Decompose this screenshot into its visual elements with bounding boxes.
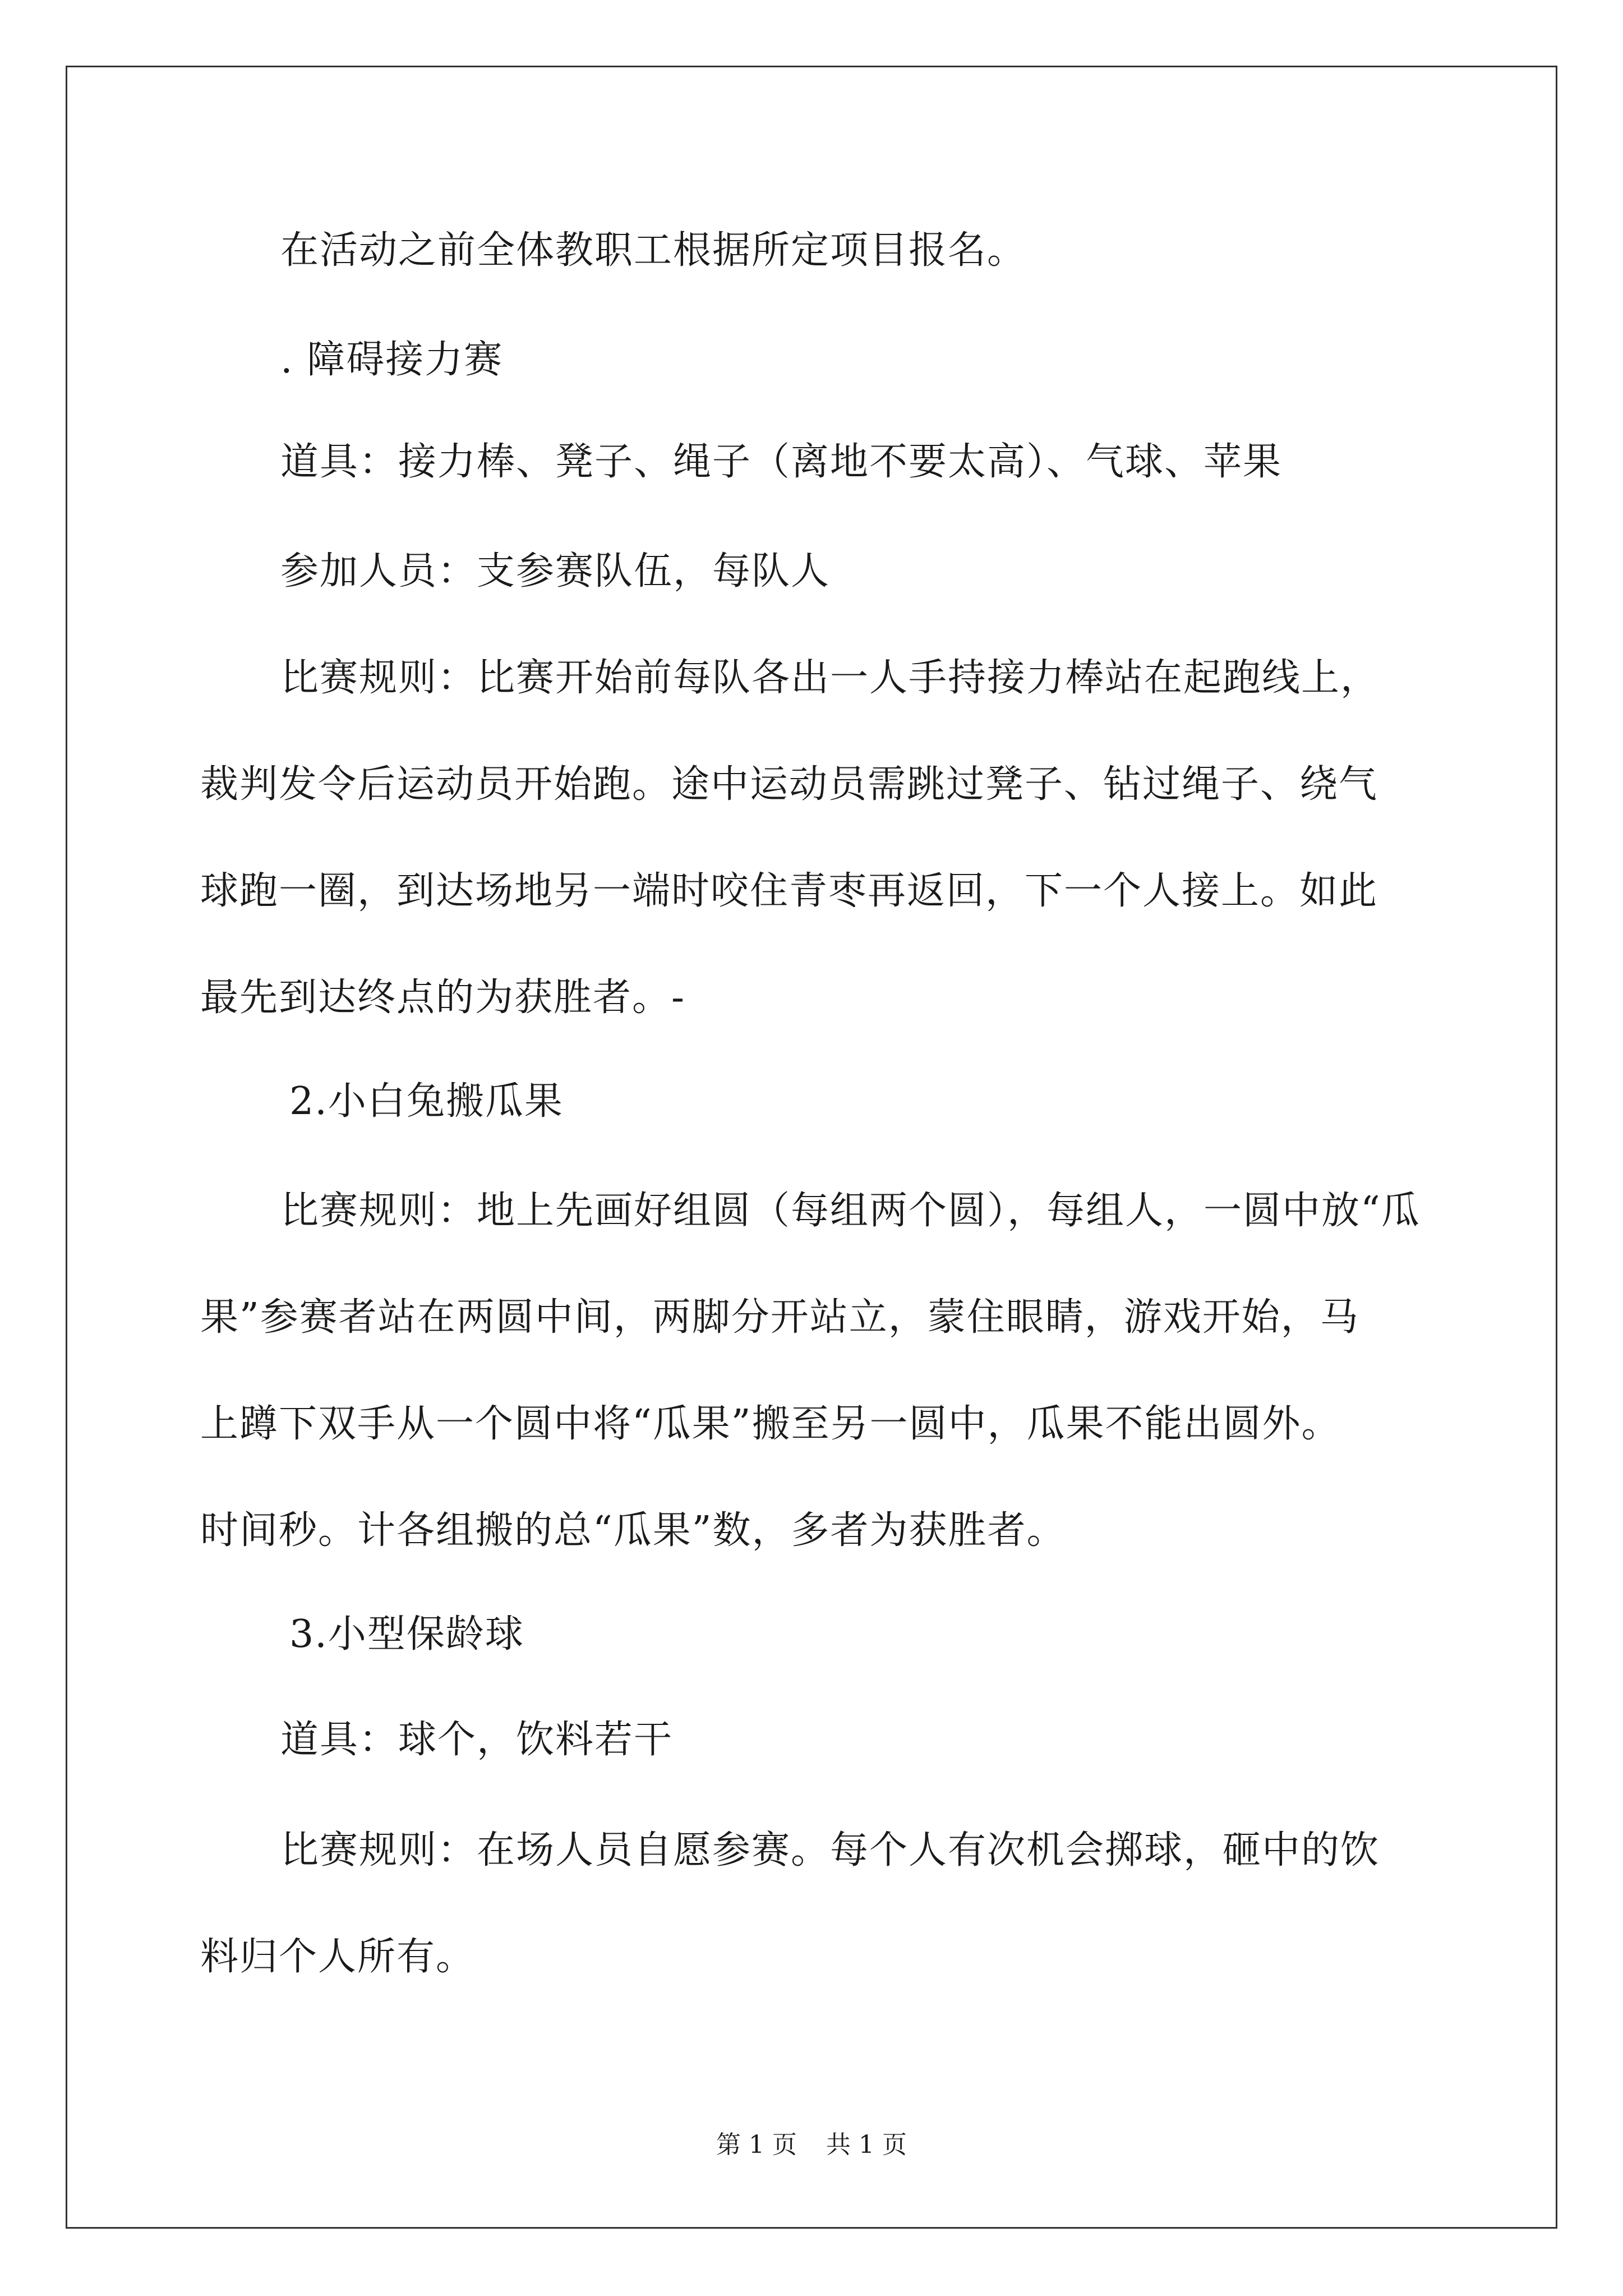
paragraph-bunny-rules-line-4: 时间秒。计各组搬的总“瓜果”数，多者为获胜者。 — [200, 1508, 1066, 1553]
heading-bunny-melons: 2.小白兔搬瓜果 — [289, 1079, 564, 1124]
paragraph-bunny-rules-line-3: 上蹲下双手从一个圆中将“瓜果”搬至另一圆中，瓜果不能出圆外。 — [200, 1402, 1341, 1446]
page-number-current: 第 1 页 — [716, 2131, 797, 2159]
paragraph-relay-rules-line-2: 裁判发令后运动员开始跑。途中运动员需跳过凳子、钻过绳子、绕气 — [200, 762, 1378, 807]
page-border — [66, 66, 1557, 2229]
paragraph-bunny-rules-line-2: 果”参赛者站在两圆中间，两脚分开站立，蒙住眼睛，游戏开始，马 — [200, 1295, 1359, 1340]
page-footer — [0, 2133, 1623, 2157]
page-number-total: 共 1 页 — [826, 2131, 907, 2159]
paragraph-bowling-rules-line-1: 比赛规则：在场人员自愿参赛。每个人有次机会掷球，砸中的饮 — [280, 1828, 1380, 1872]
paragraph-relay-rules-line-3: 球跑一圈，到达场地另一端时咬住青枣再返回，下一个人接上。如此 — [200, 869, 1378, 913]
paragraph-bowling-props: 道具：球个，饮料若干 — [280, 1718, 674, 1762]
paragraph-relay-props: 道具：接力棒、凳子、绳子（离地不要太高）、气球、苹果 — [280, 440, 1283, 484]
paragraph-registration: 在活动之前全体教职工根据所定项目报名。 — [280, 228, 1027, 273]
paragraph-bunny-rules-line-1: 比赛规则：地上先画好组圆（每组两个圆），每组人，一圆中放“瓜 — [280, 1189, 1421, 1233]
heading-obstacle-relay: . 障碍接力赛 — [280, 338, 504, 382]
paragraph-bowling-rules-line-2: 料归个人所有。 — [200, 1935, 476, 1979]
paragraph-relay-rules-line-1: 比赛规则：比赛开始前每队各出一人手持接力棒站在起跑线上， — [280, 656, 1380, 700]
paragraph-relay-participants: 参加人员：支参赛队伍，每队人 — [280, 549, 831, 593]
heading-mini-bowling: 3.小型保龄球 — [289, 1612, 524, 1657]
paragraph-relay-rules-line-4: 最先到达终点的为获胜者。- — [200, 976, 685, 1020]
